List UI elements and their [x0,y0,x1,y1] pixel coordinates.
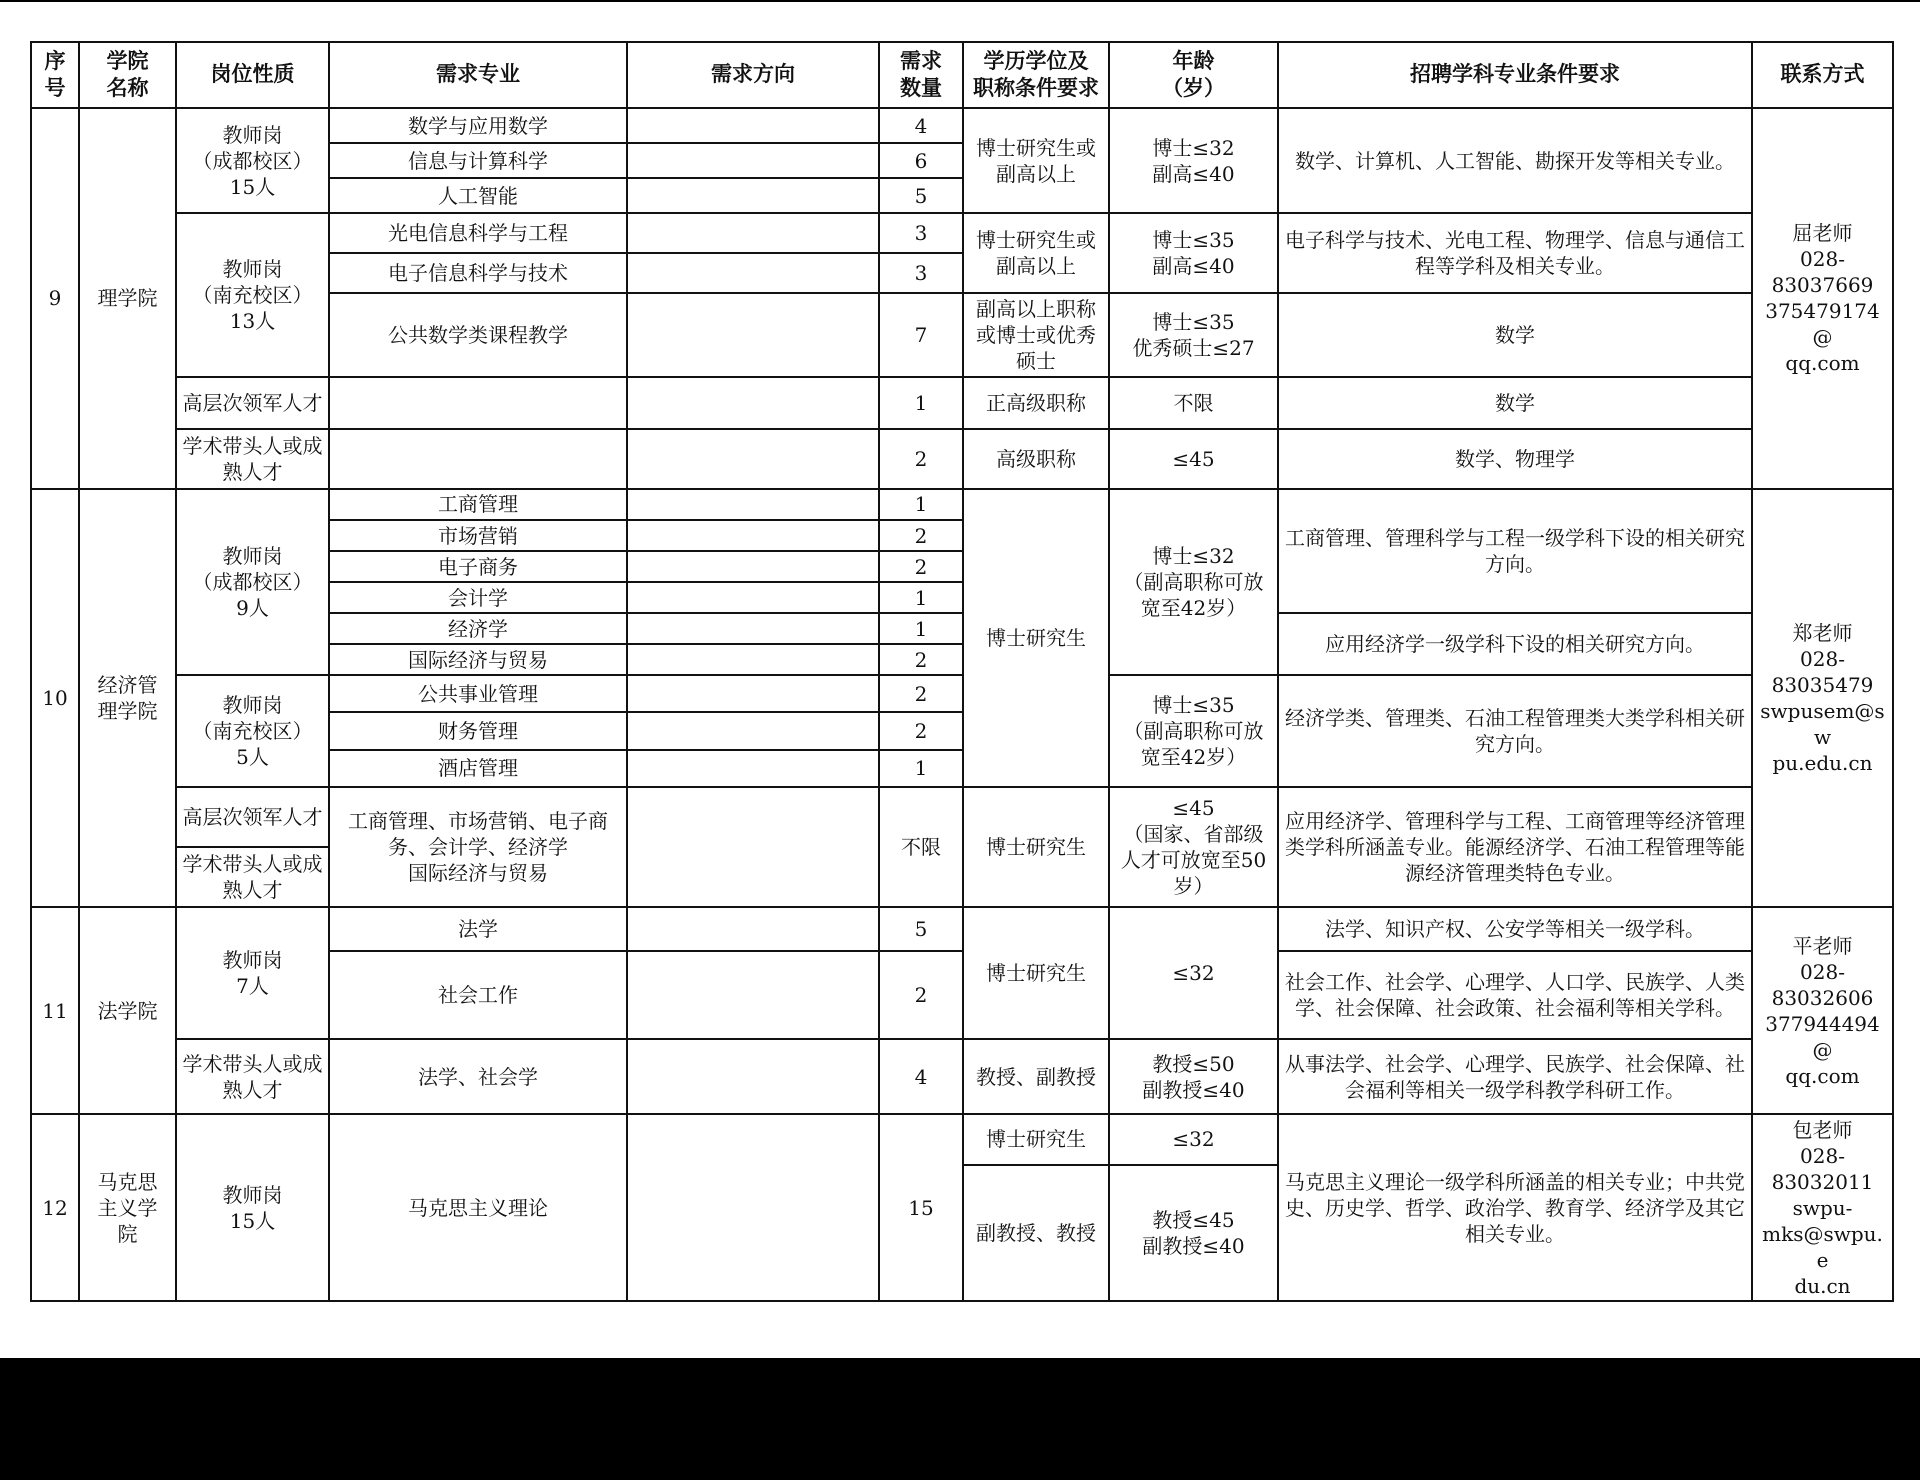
quantity-cell: 2 [879,712,963,749]
major-cell: 信息与计算科学 [329,143,627,178]
direction-cell [627,253,879,293]
post-cell: 高层次领军人才 [176,787,329,847]
age-cell: 教授≤50 副教授≤40 [1109,1039,1278,1114]
direction-cell [627,213,879,253]
age-cell: 博士≤35 优秀硕士≤27 [1109,293,1278,376]
post-cell: 教师岗 15人 [176,1114,329,1301]
header-college: 学院 名称 [79,42,176,108]
quantity-cell: 1 [879,582,963,613]
direction-cell [627,143,879,178]
requirement-cell: 数学、计算机、人工智能、勘探开发等相关专业。 [1278,108,1752,213]
quantity-cell: 1 [879,489,963,520]
requirement-cell: 数学、物理学 [1278,429,1752,489]
major-cell: 市场营销 [329,520,627,551]
major-cell [329,377,627,429]
major-cell: 公共事业管理 [329,675,627,712]
degree-cell: 博士研究生 [963,1114,1109,1164]
direction-cell [627,712,879,749]
seq-cell: 9 [31,108,79,489]
college-cell: 理学院 [79,108,176,489]
header-row [31,42,1893,108]
age-cell: ≤32 [1109,1114,1278,1164]
degree-cell: 正高级职称 [963,377,1109,429]
major-cell: 法学、社会学 [329,1039,627,1114]
major-cell: 数学与应用数学 [329,108,627,143]
table-row [31,1114,1893,1164]
quantity-cell: 4 [879,108,963,143]
degree-cell: 教授、副教授 [963,1039,1109,1114]
major-cell: 会计学 [329,582,627,613]
direction-cell [627,907,879,951]
direction-cell [627,551,879,582]
age-cell: 博士≤35 副高≤40 [1109,213,1278,293]
quantity-cell: 不限 [879,787,963,907]
quantity-cell: 3 [879,213,963,253]
table-row [31,489,1893,520]
direction-cell [627,108,879,143]
table-row [31,787,1893,847]
seq-cell: 10 [31,489,79,907]
college-cell: 经济管 理学院 [79,489,176,907]
age-cell: 博士≤35 （副高职称可放宽至42岁） [1109,675,1278,786]
top-border-line [0,0,1920,2]
direction-cell [627,613,879,644]
header-contact: 联系方式 [1752,42,1893,108]
quantity-cell: 5 [879,178,963,213]
major-cell: 电子商务 [329,551,627,582]
age-cell: ≤32 [1109,907,1278,1039]
bottom-black-band [0,1358,1920,1480]
requirement-cell: 数学 [1278,293,1752,376]
quantity-cell: 2 [879,429,963,489]
major-cell: 酒店管理 [329,750,627,787]
post-cell: 教师岗 7人 [176,907,329,1039]
requirement-cell: 马克思主义理论一级学科所涵盖的相关专业；中共党史、历史学、哲学、政治学、教育学、经济学及其它相关专业。 [1278,1114,1752,1301]
degree-cell: 博士研究生 [963,907,1109,1039]
direction-cell [627,489,879,520]
degree-cell: 博士研究生或 副高以上 [963,213,1109,293]
age-cell: 博士≤32 副高≤40 [1109,108,1278,213]
degree-cell: 副高以上职称或博士或优秀硕士 [963,293,1109,376]
seq-cell: 11 [31,907,79,1115]
quantity-cell: 2 [879,551,963,582]
direction-cell [627,377,879,429]
age-cell: 博士≤32 （副高职称可放宽至42岁） [1109,489,1278,675]
header-seq: 序 号 [31,42,79,108]
quantity-cell: 2 [879,951,963,1039]
post-cell: 教师岗 （南充校区） 5人 [176,675,329,786]
header-degree: 学历学位及 职称条件要求 [963,42,1109,108]
contact-cell: 郑老师 028- 83035479 swpusem@sw pu.edu.cn [1752,489,1893,907]
age-cell: 不限 [1109,377,1278,429]
quantity-cell: 2 [879,520,963,551]
table-row [31,1039,1893,1114]
quantity-cell: 7 [879,293,963,376]
major-cell: 人工智能 [329,178,627,213]
major-cell: 电子信息科学与技术 [329,253,627,293]
direction-cell [627,429,879,489]
quantity-cell: 15 [879,1114,963,1301]
college-cell: 马克思 主义学 院 [79,1114,176,1301]
degree-cell: 博士研究生或 副高以上 [963,108,1109,213]
header-age: 年龄 （岁） [1109,42,1278,108]
quantity-cell: 5 [879,907,963,951]
major-cell: 马克思主义理论 [329,1114,627,1301]
header-major: 需求专业 [329,42,627,108]
table-row [31,675,1893,712]
major-cell: 法学 [329,907,627,951]
age-cell: 教授≤45 副教授≤40 [1109,1165,1278,1301]
degree-cell: 博士研究生 [963,787,1109,907]
major-cell: 光电信息科学与工程 [329,213,627,253]
requirement-cell: 经济学类、管理类、石油工程管理类大类学科相关研究方向。 [1278,675,1752,786]
requirement-cell: 从事法学、社会学、心理学、民族学、社会保障、社会福利等相关一级学科教学科研工作。 [1278,1039,1752,1114]
major-cell: 国际经济与贸易 [329,644,627,675]
requirement-cell: 社会工作、社会学、心理学、人口学、民族学、人类学、社会保障、社会政策、社会福利等相关学科。 [1278,951,1752,1039]
requirement-cell: 数学 [1278,377,1752,429]
header-requirement: 招聘学科专业条件要求 [1278,42,1752,108]
post-cell: 高层次领军人才 [176,377,329,429]
requirement-cell: 应用经济学一级学科下设的相关研究方向。 [1278,613,1752,675]
degree-cell: 高级职称 [963,429,1109,489]
direction-cell [627,750,879,787]
post-cell: 教师岗 （成都校区） 9人 [176,489,329,675]
direction-cell [627,787,879,907]
table-row [31,377,1893,429]
contact-cell: 平老师 028- 83032606 377944494@ qq.com [1752,907,1893,1115]
table-row [31,108,1893,143]
contact-cell: 包老师 028- 83032011 swpu- mks@swpu.e du.cn [1752,1114,1893,1301]
post-cell: 学术带头人或成熟人才 [176,847,329,907]
quantity-cell: 6 [879,143,963,178]
major-cell: 公共数学类课程教学 [329,293,627,376]
quantity-cell: 1 [879,613,963,644]
major-cell: 工商管理、市场营销、电子商务、会计学、经济学 国际经济与贸易 [329,787,627,907]
table-row [31,429,1893,489]
direction-cell [627,644,879,675]
quantity-cell: 2 [879,644,963,675]
table-row [31,213,1893,253]
direction-cell [627,520,879,551]
direction-cell [627,293,879,376]
requirement-cell: 应用经济学、管理科学与工程、工商管理等经济管理类学科所涵盖专业。能源经济学、石油工程管理等能源经济管理类特色专业。 [1278,787,1752,907]
quantity-cell: 4 [879,1039,963,1114]
quantity-cell: 2 [879,675,963,712]
degree-cell: 博士研究生 [963,489,1109,787]
quantity-cell: 1 [879,750,963,787]
contact-cell: 屈老师 028- 83037669 375479174@ qq.com [1752,108,1893,489]
direction-cell [627,951,879,1039]
table-row [31,907,1893,951]
post-cell: 教师岗 （成都校区） 15人 [176,108,329,213]
requirement-cell: 工商管理、管理科学与工程一级学科下设的相关研究方向。 [1278,489,1752,613]
recruitment-table [30,41,1894,1302]
age-cell: ≤45 （国家、省部级人才可放宽至50岁） [1109,787,1278,907]
major-cell [329,429,627,489]
major-cell: 工商管理 [329,489,627,520]
age-cell: ≤45 [1109,429,1278,489]
requirement-cell: 电子科学与技术、光电工程、物理学、信息与通信工程等学科及相关专业。 [1278,213,1752,293]
requirement-cell: 法学、知识产权、公安学等相关一级学科。 [1278,907,1752,951]
direction-cell [627,1114,879,1301]
seq-cell: 12 [31,1114,79,1301]
header-post-type: 岗位性质 [176,42,329,108]
header-quantity: 需求 数量 [879,42,963,108]
direction-cell [627,675,879,712]
quantity-cell: 1 [879,377,963,429]
post-cell: 学术带头人或成熟人才 [176,429,329,489]
major-cell: 社会工作 [329,951,627,1039]
direction-cell [627,178,879,213]
college-cell: 法学院 [79,907,176,1115]
degree-cell: 副教授、教授 [963,1165,1109,1301]
post-cell: 学术带头人或成熟人才 [176,1039,329,1114]
quantity-cell: 3 [879,253,963,293]
direction-cell [627,582,879,613]
major-cell: 财务管理 [329,712,627,749]
header-direction: 需求方向 [627,42,879,108]
major-cell: 经济学 [329,613,627,644]
direction-cell [627,1039,879,1114]
post-cell: 教师岗 （南充校区） 13人 [176,213,329,376]
